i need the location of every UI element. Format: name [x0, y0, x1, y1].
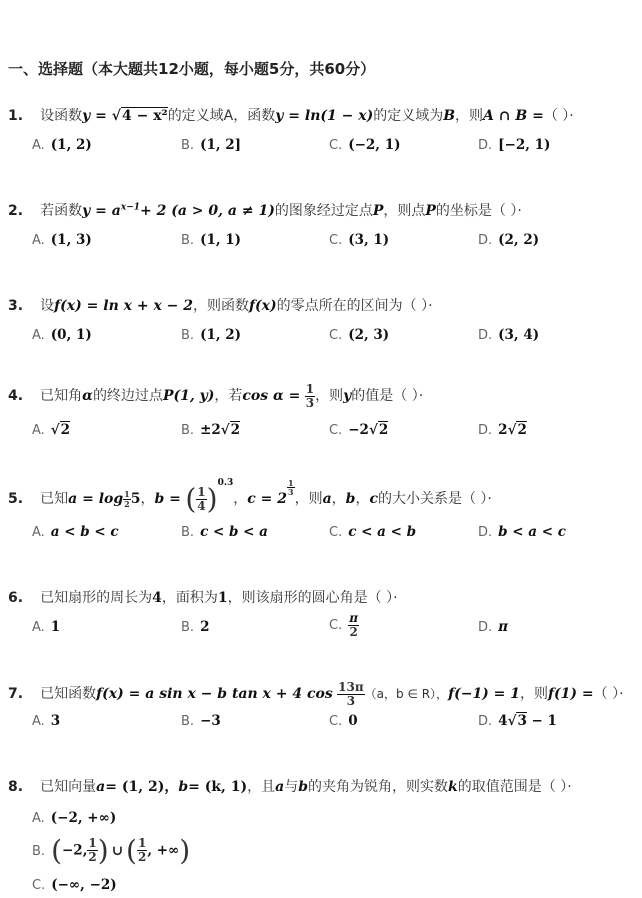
section-title: 一、选择题（本大题共12小题，每小题5分，共60分） [8, 60, 376, 78]
question-6: 6. 已知扇形的周长为4，面积为1，则该扇形的圆心角是（ ）· [8, 590, 398, 606]
option-d[interactable]: D. [−2, 1) [478, 137, 551, 153]
option-a[interactable]: A. 3 [32, 713, 61, 729]
option-c[interactable]: C. $\frac{\pi}{2}$ [329, 611, 359, 639]
option-c[interactable]: C. (2, 3) [329, 327, 390, 343]
question-4: 4. 已知角α的终边过点P(1, y)，若cos α = $\frac{1}{3}$ ，则y的值是（ ）· [8, 382, 424, 410]
option-c[interactable]: C. c < a < b [329, 524, 417, 540]
option-c[interactable]: C. −2√2 [329, 422, 389, 438]
option-d[interactable]: D. π [478, 619, 509, 635]
option-c[interactable]: C. (−∞, −2) [32, 877, 117, 893]
option-d[interactable]: D. 4√3 − 1 [478, 713, 557, 729]
question-7: 7. 已知函数f(x) = a sin x − b tan x + 4 cos $\frac{13\pi}{3}$ （a，b ∈ R），f(−1) = 1，则f(1) =（ ）· [8, 680, 624, 708]
option-a[interactable]: A. a < b < c [32, 524, 119, 540]
option-a[interactable]: A. (0, 1) [32, 327, 92, 343]
question-3: 3. 设f(x) = ln x + x − 2，则函数f(x)的零点所在的区间为（ ）· [8, 298, 433, 314]
fraction: $\frac{1}{3}$ [305, 382, 315, 410]
option-d[interactable]: D. (3, 4) [478, 327, 540, 343]
question-1: 1. 设函数y = √4 − x²的定义域A，函数y = ln(1 − x)的定义域为B，则A ∩ B =（ ）· [8, 108, 574, 124]
option-a[interactable]: A. (1, 2) [32, 137, 92, 153]
option-b[interactable]: B. −3 [181, 713, 221, 729]
option-a[interactable]: A. √2 [32, 422, 71, 438]
option-b[interactable]: B. ±2√2 [181, 422, 241, 438]
option-b[interactable]: B. (1, 1) [181, 232, 242, 248]
question-number: 1. [8, 108, 24, 124]
question-5: 5. 已知a = log $\frac{1}{2}$ 5，b = ( $\frac{1}{4}$ )$^{0.3}$，c = 2 $\frac{1}{3}$ ，则a，b，c的大小关系是（ ）· [8, 477, 492, 516]
option-c[interactable]: C. (3, 1) [329, 232, 390, 248]
option-d[interactable]: D. b < a < c [478, 524, 566, 540]
option-b[interactable]: B. c < b < a [181, 524, 268, 540]
option-c[interactable]: C. (−2, 1) [329, 137, 401, 153]
option-b[interactable]: B. (−2, $\frac{1}{2}$ ) ∪ ( $\frac{1}{2}$ , +∞) [32, 834, 191, 867]
option-c[interactable]: C. 0 [329, 713, 358, 729]
question-8: 8. 已知向量a= (1, 2)，b= (k, 1)，且a与b的夹角为锐角，则实数k的取值范围是（ ）· [8, 779, 572, 795]
question-2: 2. 若函数$y = a^{x-1}+ 2$ (a > 0, a ≠ 1)的图象经过定点P，则点P的坐标是（ ）· [8, 202, 522, 219]
option-b[interactable]: B. (1, 2] [181, 137, 242, 153]
option-d[interactable]: D. (2, 2) [478, 232, 540, 248]
option-a[interactable]: A. (1, 3) [32, 232, 92, 248]
option-d[interactable]: D. 2√2 [478, 422, 527, 438]
option-a[interactable]: A. (−2, +∞) [32, 810, 117, 826]
option-a[interactable]: A. 1 [32, 619, 61, 635]
option-b[interactable]: B. (1, 2) [181, 327, 242, 343]
option-b[interactable]: B. 2 [181, 619, 210, 635]
